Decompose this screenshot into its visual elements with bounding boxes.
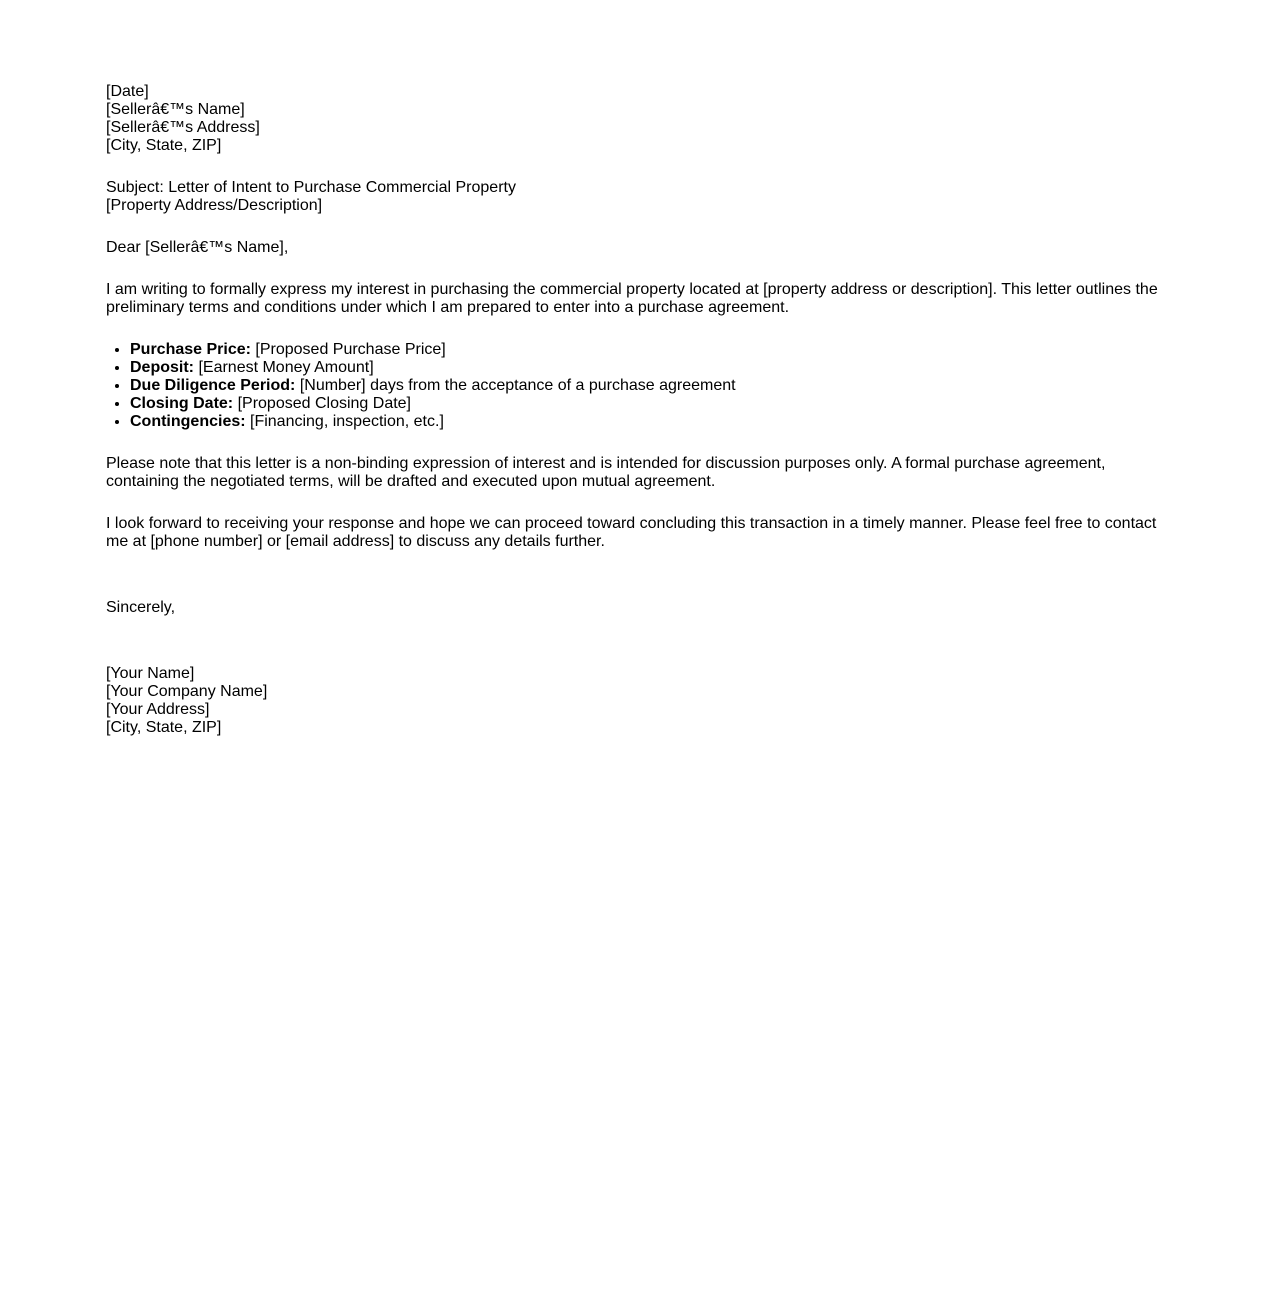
closing-paragraph: I look forward to receiving your response and hope we can proceed toward concluding this transaction in a timely manner. Please feel free to contact me at [phone number] or [email address] to discuss any details further. (106, 515, 1157, 550)
term-label: Closing Date: (130, 395, 234, 412)
term-item-due-diligence (130, 377, 1166, 395)
term-item-closing-date (130, 395, 1166, 413)
term-label: Deposit: (130, 359, 194, 376)
seller-city-state-zip-line: [City, State, ZIP] (106, 137, 222, 154)
signature-company: [Your Company Name] (106, 683, 268, 700)
term-label: Due Diligence Period: (130, 377, 296, 394)
seller-address-line: [Sellerâ€™s Address] (106, 119, 260, 136)
terms-list (106, 341, 1166, 431)
term-item-deposit (130, 359, 1166, 377)
salutation: Dear [Sellerâ€™s Name], (106, 239, 289, 256)
term-value: [Number] days from the acceptance of a purchase agreement (295, 377, 736, 394)
signature-block (106, 665, 1166, 737)
property-line: [Property Address/Description] (106, 197, 323, 214)
letter-document (106, 83, 1166, 761)
signature-address: [Your Address] (106, 701, 210, 718)
spacer (106, 641, 1166, 665)
signature-name: [Your Name] (106, 665, 195, 682)
term-value: [Proposed Closing Date] (233, 395, 411, 412)
date-line: [Date] (106, 83, 149, 100)
term-item-purchase-price (130, 341, 1166, 359)
term-value: [Earnest Money Amount] (194, 359, 374, 376)
signature-city-state-zip: [City, State, ZIP] (106, 719, 222, 736)
term-item-contingencies (130, 413, 1166, 431)
sign-off: Sincerely, (106, 599, 176, 616)
intro-paragraph: I am writing to formally express my interest in purchasing the commercial property located at [property address or description]. This letter outlines the preliminary terms and conditions under which I am prepared to enter into a purchase agreement. (106, 281, 1158, 316)
term-label: Purchase Price: (130, 341, 251, 358)
nonbinding-paragraph: Please note that this letter is a non-binding expression of interest and is intended for discussion purposes only. A formal purchase agreement, containing the negotiated terms, will be drafted and executed upon mutual agreement. (106, 455, 1106, 490)
seller-name-line: [Sellerâ€™s Name] (106, 101, 245, 118)
spacer (106, 575, 1166, 599)
term-value: [Proposed Purchase Price] (250, 341, 446, 358)
subject-line: Subject: Letter of Intent to Purchase Commercial Property (106, 179, 516, 196)
subject-block (106, 179, 1166, 215)
recipient-header (106, 83, 1166, 155)
term-label: Contingencies: (130, 413, 246, 430)
term-value: [Financing, inspection, etc.] (245, 413, 444, 430)
